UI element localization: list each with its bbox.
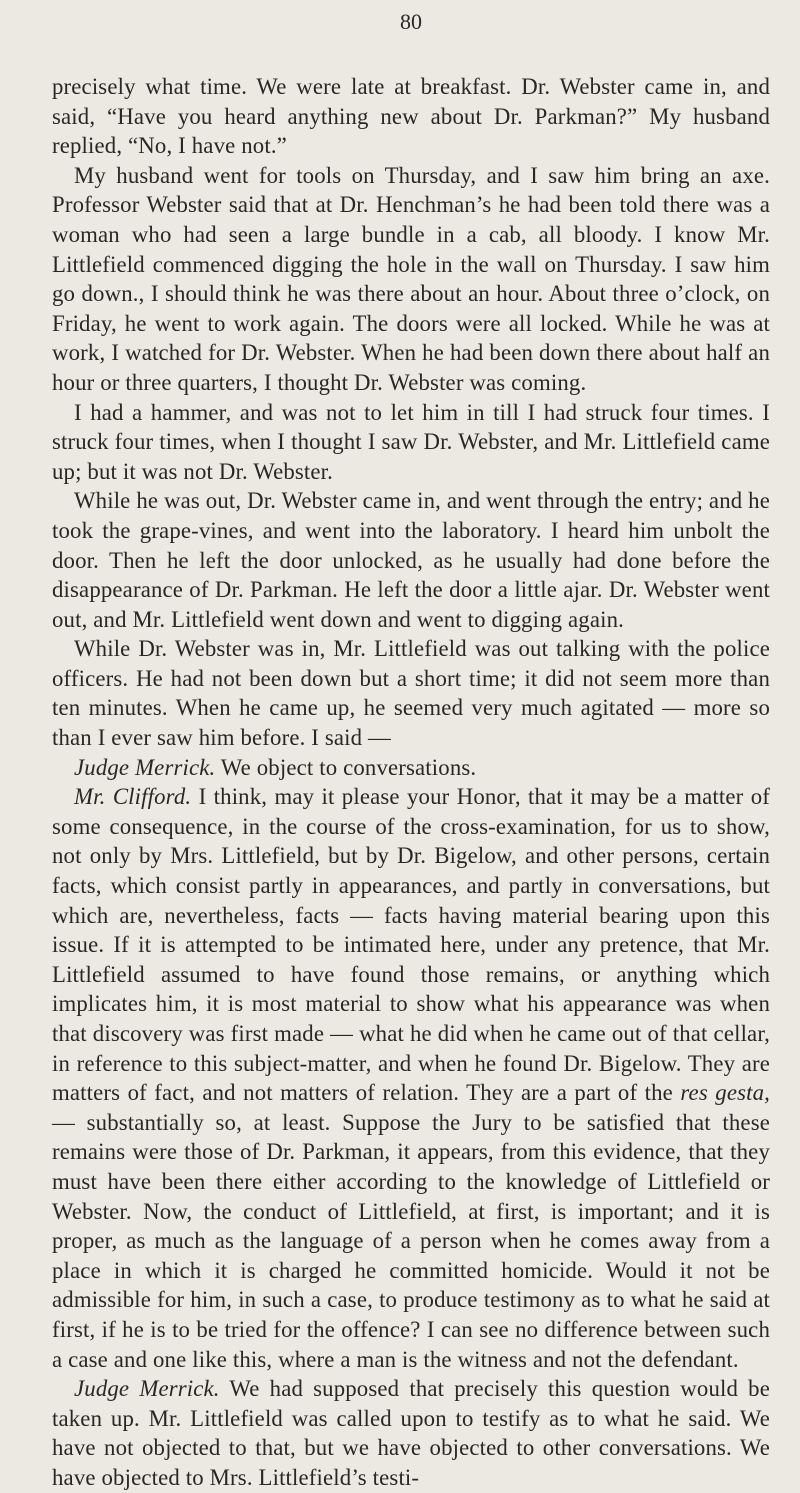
paragraph-2: [52, 161, 770, 398]
speaker-name: Judge Merrick.: [74, 1376, 220, 1402]
paragraph-text: While Dr. Webster was in, Mr. Littlefield was out talking with the police officers. He had not been down but a short time; it did not seem more than ten minutes. When he came up, he seemed very much agitated — more so than I ever saw him before. I said —: [52, 636, 770, 751]
paragraph-6: [52, 753, 770, 783]
paragraph-text: We object to conversations.: [220, 754, 477, 780]
paragraph-3: [52, 398, 770, 487]
speaker-name: Mr. Clifford.: [74, 784, 192, 810]
paragraph-text-continued: — substantially so, at least. Suppose the Jury to be satisfied that these remains were those of Dr. Parkman, it appears, from this evidence, that they must have been there either according to the knowledge of Littlefield or Webster. Now, the conduct of Littlefield, at first, is important; and it is proper, as much as the language of a person when he comes away from a place in which it is charged he committed homicide. Would it not be admissible for him, in such a case, to produce testimony as to what he said at first, if he is to be tried for the offence? I can see no difference between such a case and one like this, where a man is the witness and not the defendant.: [52, 1109, 770, 1372]
paragraph-text: precisely what time. We were late at breakfast. Dr. Webster came in, and said, “Have you heard anything new about Dr. Parkman?” My husband replied, “No, I have not.”: [52, 74, 770, 159]
italic-phrase: res gesta,: [680, 1080, 770, 1106]
paragraph-1: [52, 72, 770, 161]
paragraph-text: While he was out, Dr. Webster came in, and went through the entry; and he took the grape-vines, and went into the laboratory. I heard him unbolt the door. Then he left the door unlocked, as he usually had done before the disappearance of Dr. Parkman. He left the door a little ajar. Dr. Webster went out, and Mr. Littlefield went down and went to digging again.: [52, 488, 770, 632]
paragraph-text: We had supposed that precisely this question would be taken up. Mr. Littlefield was called upon to testify as to what he said. We have not objected to that, but we have objected to other conversations. We have objected to Mrs. Littlefield’s testi-: [52, 1376, 771, 1490]
paragraph-8: [52, 1374, 770, 1492]
paragraph-text: My husband went for tools on Thursday, and I saw him bring an axe. Professor Webster said that at Dr. Henchman’s he had been told there was a woman who had seen a large bundle in a cab, all bloody. I know Mr. Littlefield commenced digging the hole in the wall on Thursday. I saw him go down., I should think he was there about an hour. About three o’clock, on Friday, he went to work again. The doors were all locked. While he was at work, I watched for Dr. Webster. When he had been down there about half an hour or three quarters, I thought Dr. Webster was coming.: [52, 162, 770, 395]
paragraph-7: [52, 782, 770, 1374]
paragraph-5: [52, 634, 770, 752]
paragraph-text: I think, may it please your Honor, that it may be a matter of some consequence, in the course of the cross-examination, for us to show, not only by Mrs. Littlefield, but by Dr. Bigelow, and other persons, certain facts, which consist partly in appearances, and partly in conversations, but which are, nevertheless, facts — facts having material bearing upon this issue. If it is attempted to be intimated here, under any pretence, that Mr. Littlefield assumed to have found those remains, or anything which implicates him, it is most material to show what his appearance was when that discovery was first made — what he did when he came out of that cellar, in reference to this subject-matter, and when he found Dr. Bigelow. They are matters of fact, and not matters of relation. They are a part of the: [52, 784, 770, 1106]
page-number: 80: [400, 9, 422, 34]
paragraph-4: [52, 486, 770, 634]
paragraph-text: I had a hammer, and was not to let him in till I had struck four times. I struck four times, when I thought I saw Dr. Webster, and Mr. Littlefield came up; but it was not Dr. Webster.: [52, 399, 770, 484]
speaker-name: Judge Merrick.: [74, 754, 216, 780]
